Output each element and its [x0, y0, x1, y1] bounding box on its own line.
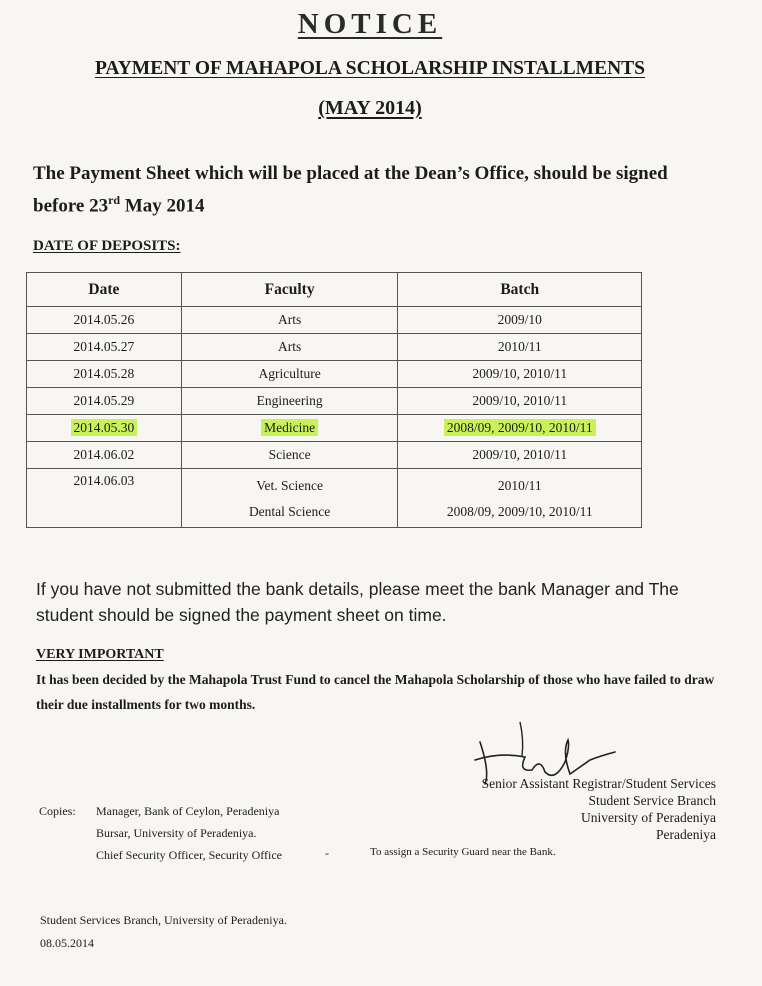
- copy-dash: -: [325, 846, 329, 860]
- table-row: [27, 361, 642, 388]
- highlight-batch: 2008/09, 2009/10, 2010/11: [444, 419, 596, 436]
- copy-recipient: Bursar, University of Peradeniya.: [96, 826, 257, 840]
- cell-faculty: [181, 469, 398, 528]
- cell-faculty: Agriculture: [181, 361, 398, 388]
- cell-faculty: Science: [181, 442, 398, 469]
- cell-date: 2014.06.03: [27, 469, 182, 528]
- signatory-city: Peradeniya: [656, 827, 716, 842]
- table-header-row: [27, 273, 642, 307]
- cell-date: [27, 415, 182, 442]
- very-important-text: It has been decided by the Mahapola Trust Fund to cancel the Mahapola Scholarship of those who have failed to draw their due installments for two months.: [36, 672, 715, 712]
- notice-title: NOTICE: [297, 8, 443, 40]
- highlight-faculty: Medicine: [261, 419, 318, 436]
- cell-batch: 2009/10, 2010/11: [398, 361, 642, 388]
- intro-date: May 2014: [120, 195, 205, 217]
- very-important-label: VERY IMPORTANT: [36, 647, 164, 662]
- table-row-highlighted: [27, 415, 642, 442]
- cell-faculty: Engineering: [181, 388, 398, 415]
- footer-date: 08.05.2014: [40, 936, 94, 950]
- table-row: [27, 334, 642, 361]
- cell-date: 2014.05.27: [27, 334, 182, 361]
- cell-batch: 2009/10, 2010/11: [398, 388, 642, 415]
- cell-batch: [398, 415, 642, 442]
- copy-recipient: Chief Security Officer, Security Office: [96, 848, 283, 862]
- cell-date: 2014.05.29: [27, 388, 182, 415]
- cell-faculty: [181, 415, 398, 442]
- cell-batch: 2009/10: [398, 307, 642, 334]
- cell-batch: 2009/10, 2010/11: [398, 442, 642, 469]
- table-row: [27, 442, 642, 469]
- copy-recipient: Manager, Bank of Ceylon, Peradeniya: [96, 804, 280, 818]
- footer-branch: Student Services Branch, University of Peradeniya.: [40, 913, 287, 927]
- notice-period: (MAY 2014): [318, 97, 422, 119]
- intro-paragraph: [33, 161, 713, 219]
- header-date: Date: [27, 273, 182, 307]
- signatory-block: [420, 775, 716, 843]
- signatory-university: University of Peradeniya: [581, 810, 716, 825]
- batch-vet-science: 2010/11: [497, 478, 542, 493]
- signatory-title: Senior Assistant Registrar/Student Services: [481, 776, 716, 791]
- cell-date: 2014.05.28: [27, 361, 182, 388]
- intro-superscript: rd: [108, 193, 121, 207]
- cell-faculty: Arts: [181, 334, 398, 361]
- batch-dental-science: 2008/09, 2009/10, 2010/11: [446, 504, 593, 519]
- table-row: [27, 469, 642, 528]
- bank-details-note: If you have not submitted the bank details, please meet the bank Manager and The student should be signed the payment sheet on time.: [36, 579, 679, 625]
- cell-date: 2014.05.26: [27, 307, 182, 334]
- table-row: [27, 307, 642, 334]
- intro-text: The Payment Sheet which will be placed at the Dean’s Office, should be signed before 23: [33, 163, 668, 217]
- faculty-vet-science: Vet. Science: [256, 478, 323, 493]
- security-guard-note: To assign a Security Guard near the Bank.: [370, 846, 556, 858]
- cell-batch: [398, 469, 642, 528]
- header-batch: Batch: [398, 273, 642, 307]
- cell-faculty: Arts: [181, 307, 398, 334]
- notice-heading: PAYMENT OF MAHAPOLA SCHOLARSHIP INSTALLMENTS: [94, 58, 646, 79]
- faculty-dental-science: Dental Science: [248, 504, 331, 519]
- cell-batch: 2010/11: [398, 334, 642, 361]
- deposits-table: [26, 272, 642, 528]
- deposits-title: DATE OF DEPOSITS:: [33, 238, 181, 254]
- copies-list: [96, 800, 282, 866]
- signatory-branch: Student Service Branch: [588, 793, 716, 808]
- table-row: [27, 388, 642, 415]
- copies-label: Copies:: [39, 804, 76, 818]
- header-faculty: Faculty: [181, 273, 398, 307]
- cell-date: 2014.06.02: [27, 442, 182, 469]
- highlight-date: 2014.05.30: [71, 419, 138, 436]
